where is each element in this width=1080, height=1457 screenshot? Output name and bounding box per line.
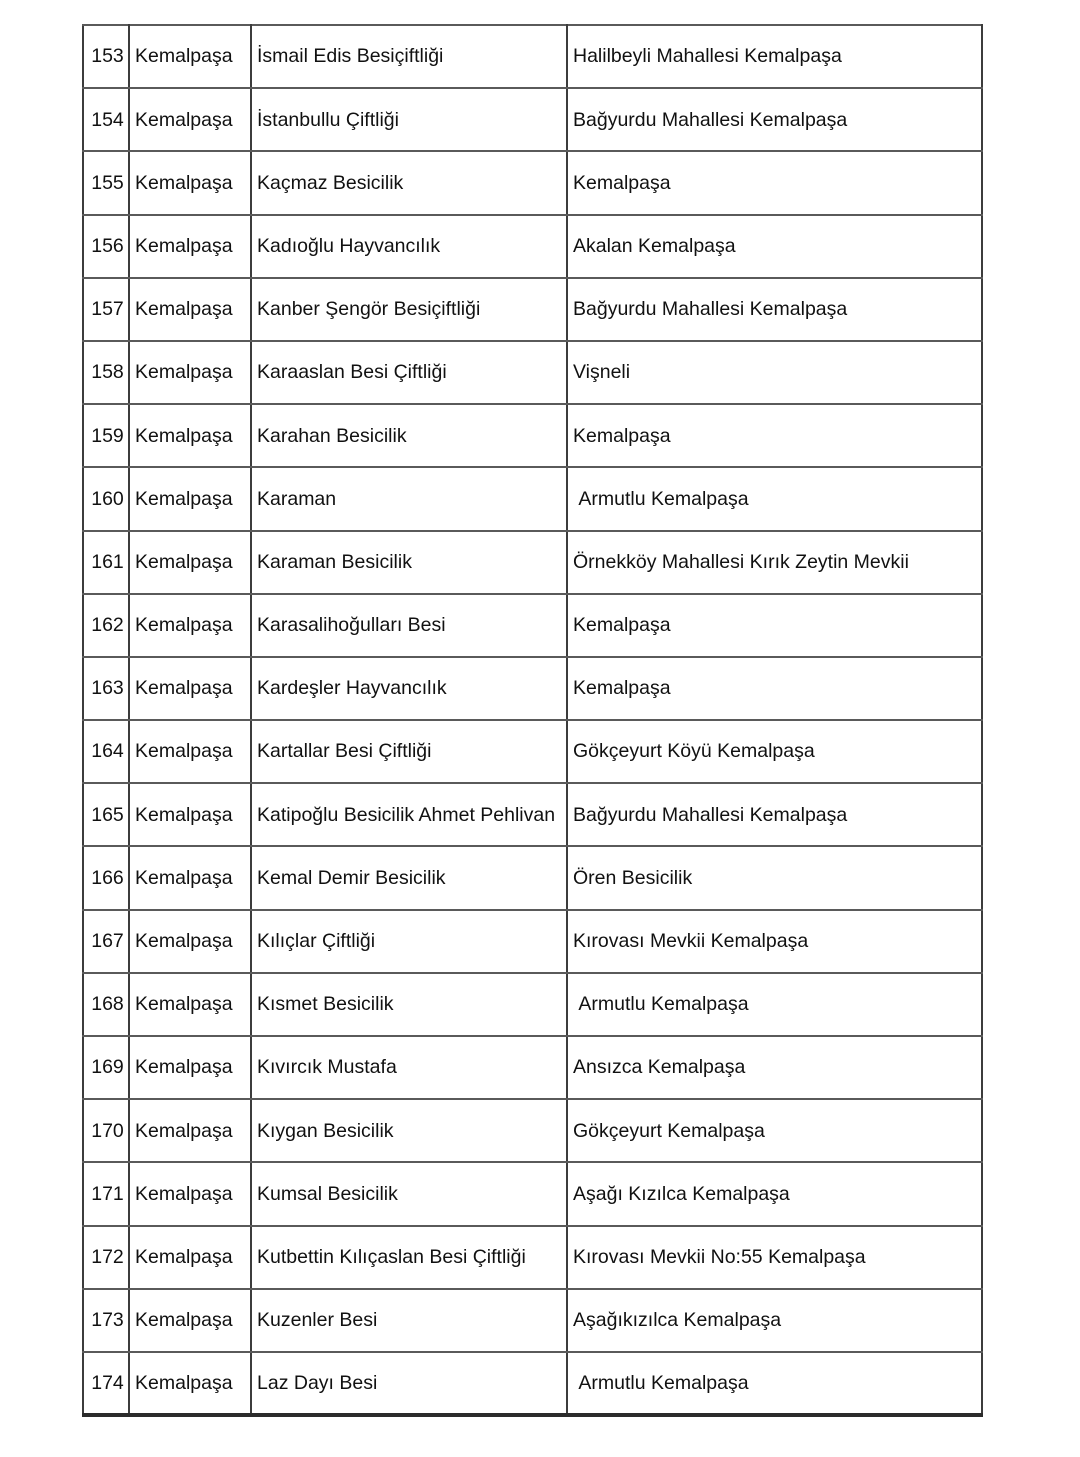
address-cell: Bağyurdu Mahallesi Kemalpaşa xyxy=(567,88,982,151)
business-name-cell: İsmail Edis Besiçiftliği xyxy=(251,25,567,88)
district-cell: Kemalpaşa xyxy=(129,720,251,783)
business-name-cell: Katipoğlu Besicilik Ahmet Pehlivan xyxy=(251,783,567,846)
table-row xyxy=(83,215,982,278)
address-cell: Aşağı Kızılca Kemalpaşa xyxy=(567,1162,982,1225)
address-cell: Gökçeyurt Kemalpaşa xyxy=(567,1099,982,1162)
business-name-cell: Kardeşler Hayvancılık xyxy=(251,657,567,720)
business-name-cell: Kuzenler Besi xyxy=(251,1289,567,1352)
row-number-cell: 162 xyxy=(83,594,129,657)
table-row xyxy=(83,25,982,88)
row-number-cell: 173 xyxy=(83,1289,129,1352)
business-name-cell: Kılıçlar Çiftliği xyxy=(251,910,567,973)
address-cell: Kemalpaşa xyxy=(567,151,982,214)
business-name-cell: Kıvırcık Mustafa xyxy=(251,1036,567,1099)
district-cell: Kemalpaşa xyxy=(129,88,251,151)
business-name-cell: Kanber Şengör Besiçiftliği xyxy=(251,278,567,341)
district-cell: Kemalpaşa xyxy=(129,404,251,467)
registry-table xyxy=(82,24,983,1417)
business-name-cell: Kumsal Besicilik xyxy=(251,1162,567,1225)
table-row xyxy=(83,720,982,783)
district-cell: Kemalpaşa xyxy=(129,1036,251,1099)
district-cell: Kemalpaşa xyxy=(129,973,251,1036)
row-number-cell: 167 xyxy=(83,910,129,973)
business-name-cell: Karasalihoğulları Besi xyxy=(251,594,567,657)
table-row xyxy=(83,278,982,341)
business-name-cell: Kemal Demir Besicilik xyxy=(251,846,567,909)
district-cell: Kemalpaşa xyxy=(129,1289,251,1352)
address-cell: Armutlu Kemalpaşa xyxy=(567,1352,982,1415)
row-number-cell: 161 xyxy=(83,531,129,594)
row-number-cell: 172 xyxy=(83,1226,129,1289)
table-row xyxy=(83,88,982,151)
district-cell: Kemalpaşa xyxy=(129,1099,251,1162)
business-name-cell: Karaman Besicilik xyxy=(251,531,567,594)
business-name-cell: Kartallar Besi Çiftliği xyxy=(251,720,567,783)
table-row xyxy=(83,657,982,720)
business-name-cell: Kaçmaz Besicilik xyxy=(251,151,567,214)
district-cell: Kemalpaşa xyxy=(129,467,251,530)
row-number-cell: 160 xyxy=(83,467,129,530)
business-name-cell: Laz Dayı Besi xyxy=(251,1352,567,1415)
row-number-cell: 157 xyxy=(83,278,129,341)
business-name-cell: Kadıoğlu Hayvancılık xyxy=(251,215,567,278)
business-name-cell: Karaman xyxy=(251,467,567,530)
address-cell: Ansızca Kemalpaşa xyxy=(567,1036,982,1099)
district-cell: Kemalpaşa xyxy=(129,846,251,909)
row-number-cell: 154 xyxy=(83,88,129,151)
row-number-cell: 166 xyxy=(83,846,129,909)
row-number-cell: 168 xyxy=(83,973,129,1036)
table-row xyxy=(83,910,982,973)
district-cell: Kemalpaşa xyxy=(129,215,251,278)
table-row xyxy=(83,531,982,594)
business-name-cell: Kıygan Besicilik xyxy=(251,1099,567,1162)
business-name-cell: Karaaslan Besi Çiftliği xyxy=(251,341,567,404)
row-number-cell: 171 xyxy=(83,1162,129,1225)
table-row xyxy=(83,151,982,214)
address-cell: Kırovası Mevkii Kemalpaşa xyxy=(567,910,982,973)
table-row xyxy=(83,1099,982,1162)
address-cell: Armutlu Kemalpaşa xyxy=(567,973,982,1036)
row-number-cell: 158 xyxy=(83,341,129,404)
registry-table-body xyxy=(83,25,982,1415)
address-cell: Kemalpaşa xyxy=(567,657,982,720)
business-name-cell: Kutbettin Kılıçaslan Besi Çiftliği xyxy=(251,1226,567,1289)
row-number-cell: 156 xyxy=(83,215,129,278)
table-row xyxy=(83,467,982,530)
district-cell: Kemalpaşa xyxy=(129,341,251,404)
row-number-cell: 169 xyxy=(83,1036,129,1099)
district-cell: Kemalpaşa xyxy=(129,531,251,594)
district-cell: Kemalpaşa xyxy=(129,151,251,214)
address-cell: Ören Besicilik xyxy=(567,846,982,909)
table-row xyxy=(83,1289,982,1352)
table-row xyxy=(83,1036,982,1099)
address-cell: Halilbeyli Mahallesi Kemalpaşa xyxy=(567,25,982,88)
address-cell: Gökçeyurt Köyü Kemalpaşa xyxy=(567,720,982,783)
district-cell: Kemalpaşa xyxy=(129,783,251,846)
table-row xyxy=(83,1226,982,1289)
table-row xyxy=(83,846,982,909)
table-row xyxy=(83,973,982,1036)
district-cell: Kemalpaşa xyxy=(129,594,251,657)
address-cell: Akalan Kemalpaşa xyxy=(567,215,982,278)
district-cell: Kemalpaşa xyxy=(129,1162,251,1225)
table-row xyxy=(83,594,982,657)
table-row xyxy=(83,404,982,467)
row-number-cell: 159 xyxy=(83,404,129,467)
business-name-cell: Karahan Besicilik xyxy=(251,404,567,467)
district-cell: Kemalpaşa xyxy=(129,25,251,88)
address-cell: Armutlu Kemalpaşa xyxy=(567,467,982,530)
business-name-cell: İstanbullu Çiftliği xyxy=(251,88,567,151)
business-name-cell: Kısmet Besicilik xyxy=(251,973,567,1036)
row-number-cell: 174 xyxy=(83,1352,129,1415)
table-row xyxy=(83,341,982,404)
address-cell: Aşağıkızılca Kemalpaşa xyxy=(567,1289,982,1352)
district-cell: Kemalpaşa xyxy=(129,910,251,973)
address-cell: Bağyurdu Mahallesi Kemalpaşa xyxy=(567,278,982,341)
row-number-cell: 155 xyxy=(83,151,129,214)
district-cell: Kemalpaşa xyxy=(129,1352,251,1415)
row-number-cell: 165 xyxy=(83,783,129,846)
district-cell: Kemalpaşa xyxy=(129,657,251,720)
district-cell: Kemalpaşa xyxy=(129,1226,251,1289)
district-cell: Kemalpaşa xyxy=(129,278,251,341)
row-number-cell: 163 xyxy=(83,657,129,720)
row-number-cell: 153 xyxy=(83,25,129,88)
table-row xyxy=(83,1352,982,1415)
table-row xyxy=(83,1162,982,1225)
address-cell: Vişneli xyxy=(567,341,982,404)
row-number-cell: 170 xyxy=(83,1099,129,1162)
address-cell: Kemalpaşa xyxy=(567,594,982,657)
row-number-cell: 164 xyxy=(83,720,129,783)
address-cell: Kemalpaşa xyxy=(567,404,982,467)
address-cell: Bağyurdu Mahallesi Kemalpaşa xyxy=(567,783,982,846)
address-cell: Örnekköy Mahallesi Kırık Zeytin Mevkii xyxy=(567,531,982,594)
address-cell: Kırovası Mevkii No:55 Kemalpaşa xyxy=(567,1226,982,1289)
table-row xyxy=(83,783,982,846)
